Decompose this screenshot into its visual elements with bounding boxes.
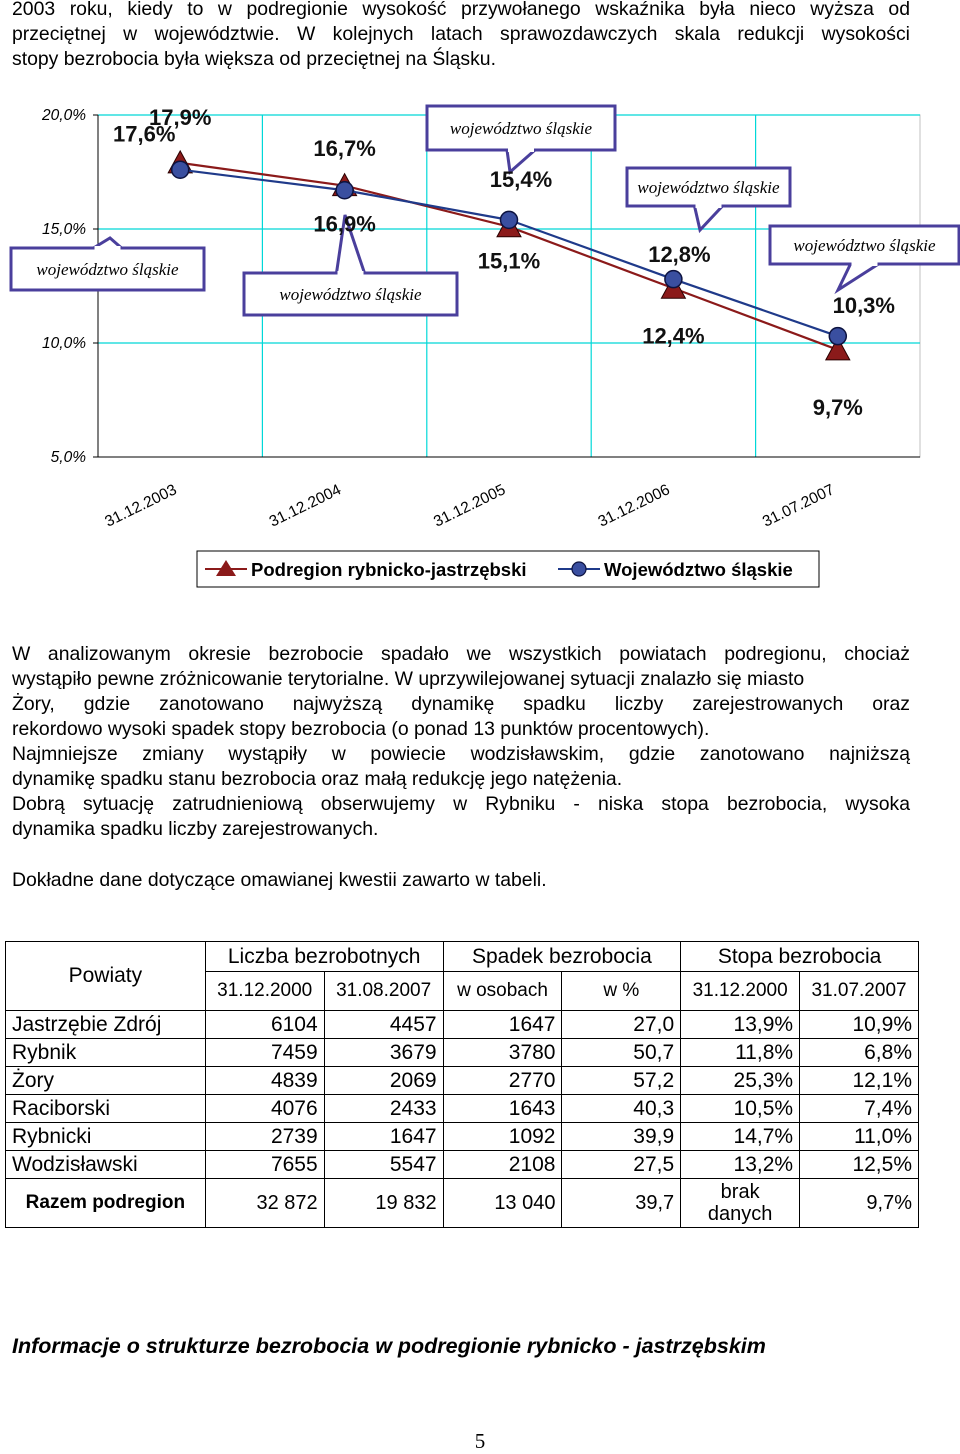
no-data-line: danych — [707, 1203, 773, 1225]
table-cell: 32 872 — [205, 1179, 324, 1228]
circle-marker — [336, 182, 353, 199]
table-cell: 40,3 — [562, 1095, 681, 1123]
callout-label: województwo śląskie — [793, 236, 936, 255]
data-label: 12,8% — [648, 242, 711, 268]
table-cell: 1643 — [443, 1095, 562, 1123]
table-header-row — [6, 942, 919, 972]
table-cell: 12,5% — [800, 1151, 919, 1179]
callout-label: województwo śląskie — [279, 285, 422, 304]
text-line: W analizowanym okresie bezrobocie spadało we wszystkich powiatach podregionu, chociaż — [12, 643, 910, 665]
table-cell: 11,0% — [800, 1123, 919, 1151]
text-line: dynamika spadku liczby zarejestrowanych. — [12, 818, 379, 840]
table-cell: 50,7 — [562, 1039, 681, 1067]
table-cell: 7459 — [205, 1039, 324, 1067]
chart-canvas — [0, 100, 960, 600]
table-cell: 13,2% — [681, 1151, 800, 1179]
table-cell: 1647 — [443, 1011, 562, 1039]
table-cell: 2433 — [324, 1095, 443, 1123]
table-cell — [681, 1179, 800, 1228]
table-cell: 1647 — [324, 1123, 443, 1151]
table-cell: 3679 — [324, 1039, 443, 1067]
table-cell: 2069 — [324, 1067, 443, 1095]
column-group-header: Liczba bezrobotnych — [205, 942, 443, 972]
table-cell: 5547 — [324, 1151, 443, 1179]
x-tick-label: 31.07.2007 — [759, 481, 838, 531]
y-tick-label: 20,0% — [42, 107, 86, 124]
table-cell: 9,7% — [800, 1179, 919, 1228]
text-line: wystąpiło pewne zróżnicowanie terytorialne. — [12, 668, 390, 690]
text-line: Dobrą sytuację zatrudnieniową obserwujemy w Rybniku - niska stopa bezrobocia, wysoka — [12, 793, 910, 815]
y-tick-label: 15,0% — [42, 221, 86, 238]
text-line: W uprzywilejowanej sytuacji znalazło się miasto — [394, 668, 805, 690]
x-tick-label: 31.12.2004 — [266, 481, 344, 531]
table-cell: 19 832 — [324, 1179, 443, 1228]
table-cell: Rybnik — [6, 1039, 206, 1067]
table-cell: 13 040 — [443, 1179, 562, 1228]
data-label: 10,3% — [832, 293, 895, 319]
analysis-paragraph-1 — [12, 642, 910, 842]
table-cell: 6,8% — [800, 1039, 919, 1067]
table-cell: Raciborski — [6, 1095, 206, 1123]
data-label: 17,9% — [149, 104, 212, 130]
intro-line: 2003 roku, kiedy to w podregionie wysokość przywołanego wskaźnika była nieco wyższa od — [12, 0, 910, 20]
data-label: 16,9% — [313, 211, 376, 237]
table-cell: 4457 — [324, 1011, 443, 1039]
text-line: rekordowo wysoki spadek stopy bezrobocia (o ponad 13 punktów procentowych). — [12, 718, 710, 740]
table-cell: 39,9 — [562, 1123, 681, 1151]
table-cell: 1092 — [443, 1123, 562, 1151]
table-cell: Razem podregion — [6, 1179, 206, 1228]
column-subheader: 31.08.2007 — [324, 972, 443, 1011]
y-tick-label: 10,0% — [42, 335, 86, 352]
circle-marker — [829, 328, 846, 345]
table-total-row — [6, 1179, 919, 1228]
table-cell: 39,7 — [562, 1179, 681, 1228]
table-cell: 7,4% — [800, 1095, 919, 1123]
table-cell: 57,2 — [562, 1067, 681, 1095]
intro-line: przeciętnej w województwie. W kolejnych latach sprawozdawczych skala redukcji wysokości — [12, 23, 910, 45]
callout-label: województwo śląskie — [449, 119, 593, 138]
table-cell: Jastrzębie Zdrój — [6, 1011, 206, 1039]
data-label: 16,7% — [313, 136, 376, 162]
table-cell: 13,9% — [681, 1011, 800, 1039]
table-cell: 10,5% — [681, 1095, 800, 1123]
table-cell: 27,0 — [562, 1011, 681, 1039]
column-subheader: 31.12.2000 — [681, 972, 800, 1011]
intro-paragraph — [12, 0, 910, 72]
table-cell: Żory — [6, 1067, 206, 1095]
data-label: 12,4% — [642, 323, 705, 349]
page-number: 5 — [474, 1429, 486, 1453]
table-cell: 2739 — [205, 1123, 324, 1151]
x-tick-label: 31.12.2003 — [102, 481, 180, 531]
table-cell: Wodzisławski — [6, 1151, 206, 1179]
column-subheader: 31.07.2007 — [800, 972, 919, 1011]
table-cell: 12,1% — [800, 1067, 919, 1095]
y-tick-label: 5,0% — [50, 449, 86, 466]
table-cell: 10,9% — [800, 1011, 919, 1039]
legend-label-podregion: Podregion rybnicko-jastrzębski — [251, 559, 527, 580]
data-label: 15,1% — [477, 248, 541, 274]
callout-label: województwo śląskie — [637, 178, 780, 197]
table-cell: 27,5 — [562, 1151, 681, 1179]
x-tick-label: 31.12.2006 — [595, 481, 673, 531]
data-label: 17,6% — [113, 121, 176, 147]
table-row — [6, 1095, 919, 1123]
unemployment-rate-chart — [0, 100, 960, 600]
text-line: dynamikę spadku stanu bezrobocia oraz małą redukcję jego natężenia. — [12, 768, 623, 790]
table-row — [6, 1011, 919, 1039]
column-subheader: w osobach — [443, 972, 562, 1011]
x-tick-label: 31.12.2005 — [431, 481, 509, 531]
text-line: Żory, gdzie zanotowano najwyższą dynamikę spadku liczby zarejestrowanych oraz — [12, 693, 910, 715]
no-data-line: brak — [720, 1181, 760, 1203]
table-row — [6, 1067, 919, 1095]
table-row — [6, 1151, 919, 1179]
data-label: 9,7% — [812, 394, 863, 420]
legend-label-wojewodztwo: Województwo śląskie — [604, 559, 793, 580]
text-line: Najmniejsze zmiany wystąpiły w powiecie wodzisławskim, gdzie zanotowano najniższą — [12, 743, 910, 765]
table-row — [6, 1039, 919, 1067]
table-cell: 14,7% — [681, 1123, 800, 1151]
circle-marker — [665, 271, 682, 288]
callout-label: województwo śląskie — [36, 260, 179, 279]
circle-marker — [172, 161, 189, 178]
closing-line — [12, 868, 910, 893]
section-heading: Informacje o strukturze bezrobocia w podregionie rybnicko - jastrzębskim — [12, 1334, 766, 1358]
table-cell: 7655 — [205, 1151, 324, 1179]
legend-circle-marker — [572, 562, 586, 576]
table-cell: 25,3% — [681, 1067, 800, 1095]
data-label: 15,4% — [489, 166, 553, 192]
table-cell: 2770 — [443, 1067, 562, 1095]
column-subheader: w % — [562, 972, 681, 1011]
table-cell: 11,8% — [681, 1039, 800, 1067]
unemployment-table — [5, 941, 919, 1228]
circle-marker — [501, 211, 518, 228]
column-group-header: Stopa bezrobocia — [681, 942, 919, 972]
table-corner-header: Powiaty — [6, 942, 206, 1011]
table-cell: 3780 — [443, 1039, 562, 1067]
table-cell: 4076 — [205, 1095, 324, 1123]
table-cell: 6104 — [205, 1011, 324, 1039]
table-cell: Rybnicki — [6, 1123, 206, 1151]
table-cell: 2108 — [443, 1151, 562, 1179]
table-cell: 4839 — [205, 1067, 324, 1095]
column-group-header: Spadek bezrobocia — [443, 942, 681, 972]
table-row — [6, 1123, 919, 1151]
intro-line: stopy bezrobocia była większa od przeciętnej na Śląsku. — [12, 48, 496, 70]
column-subheader: 31.12.2000 — [205, 972, 324, 1011]
text-line: Dokładne dane dotyczące omawianej kwestii zawarto w tabeli. — [12, 869, 547, 891]
